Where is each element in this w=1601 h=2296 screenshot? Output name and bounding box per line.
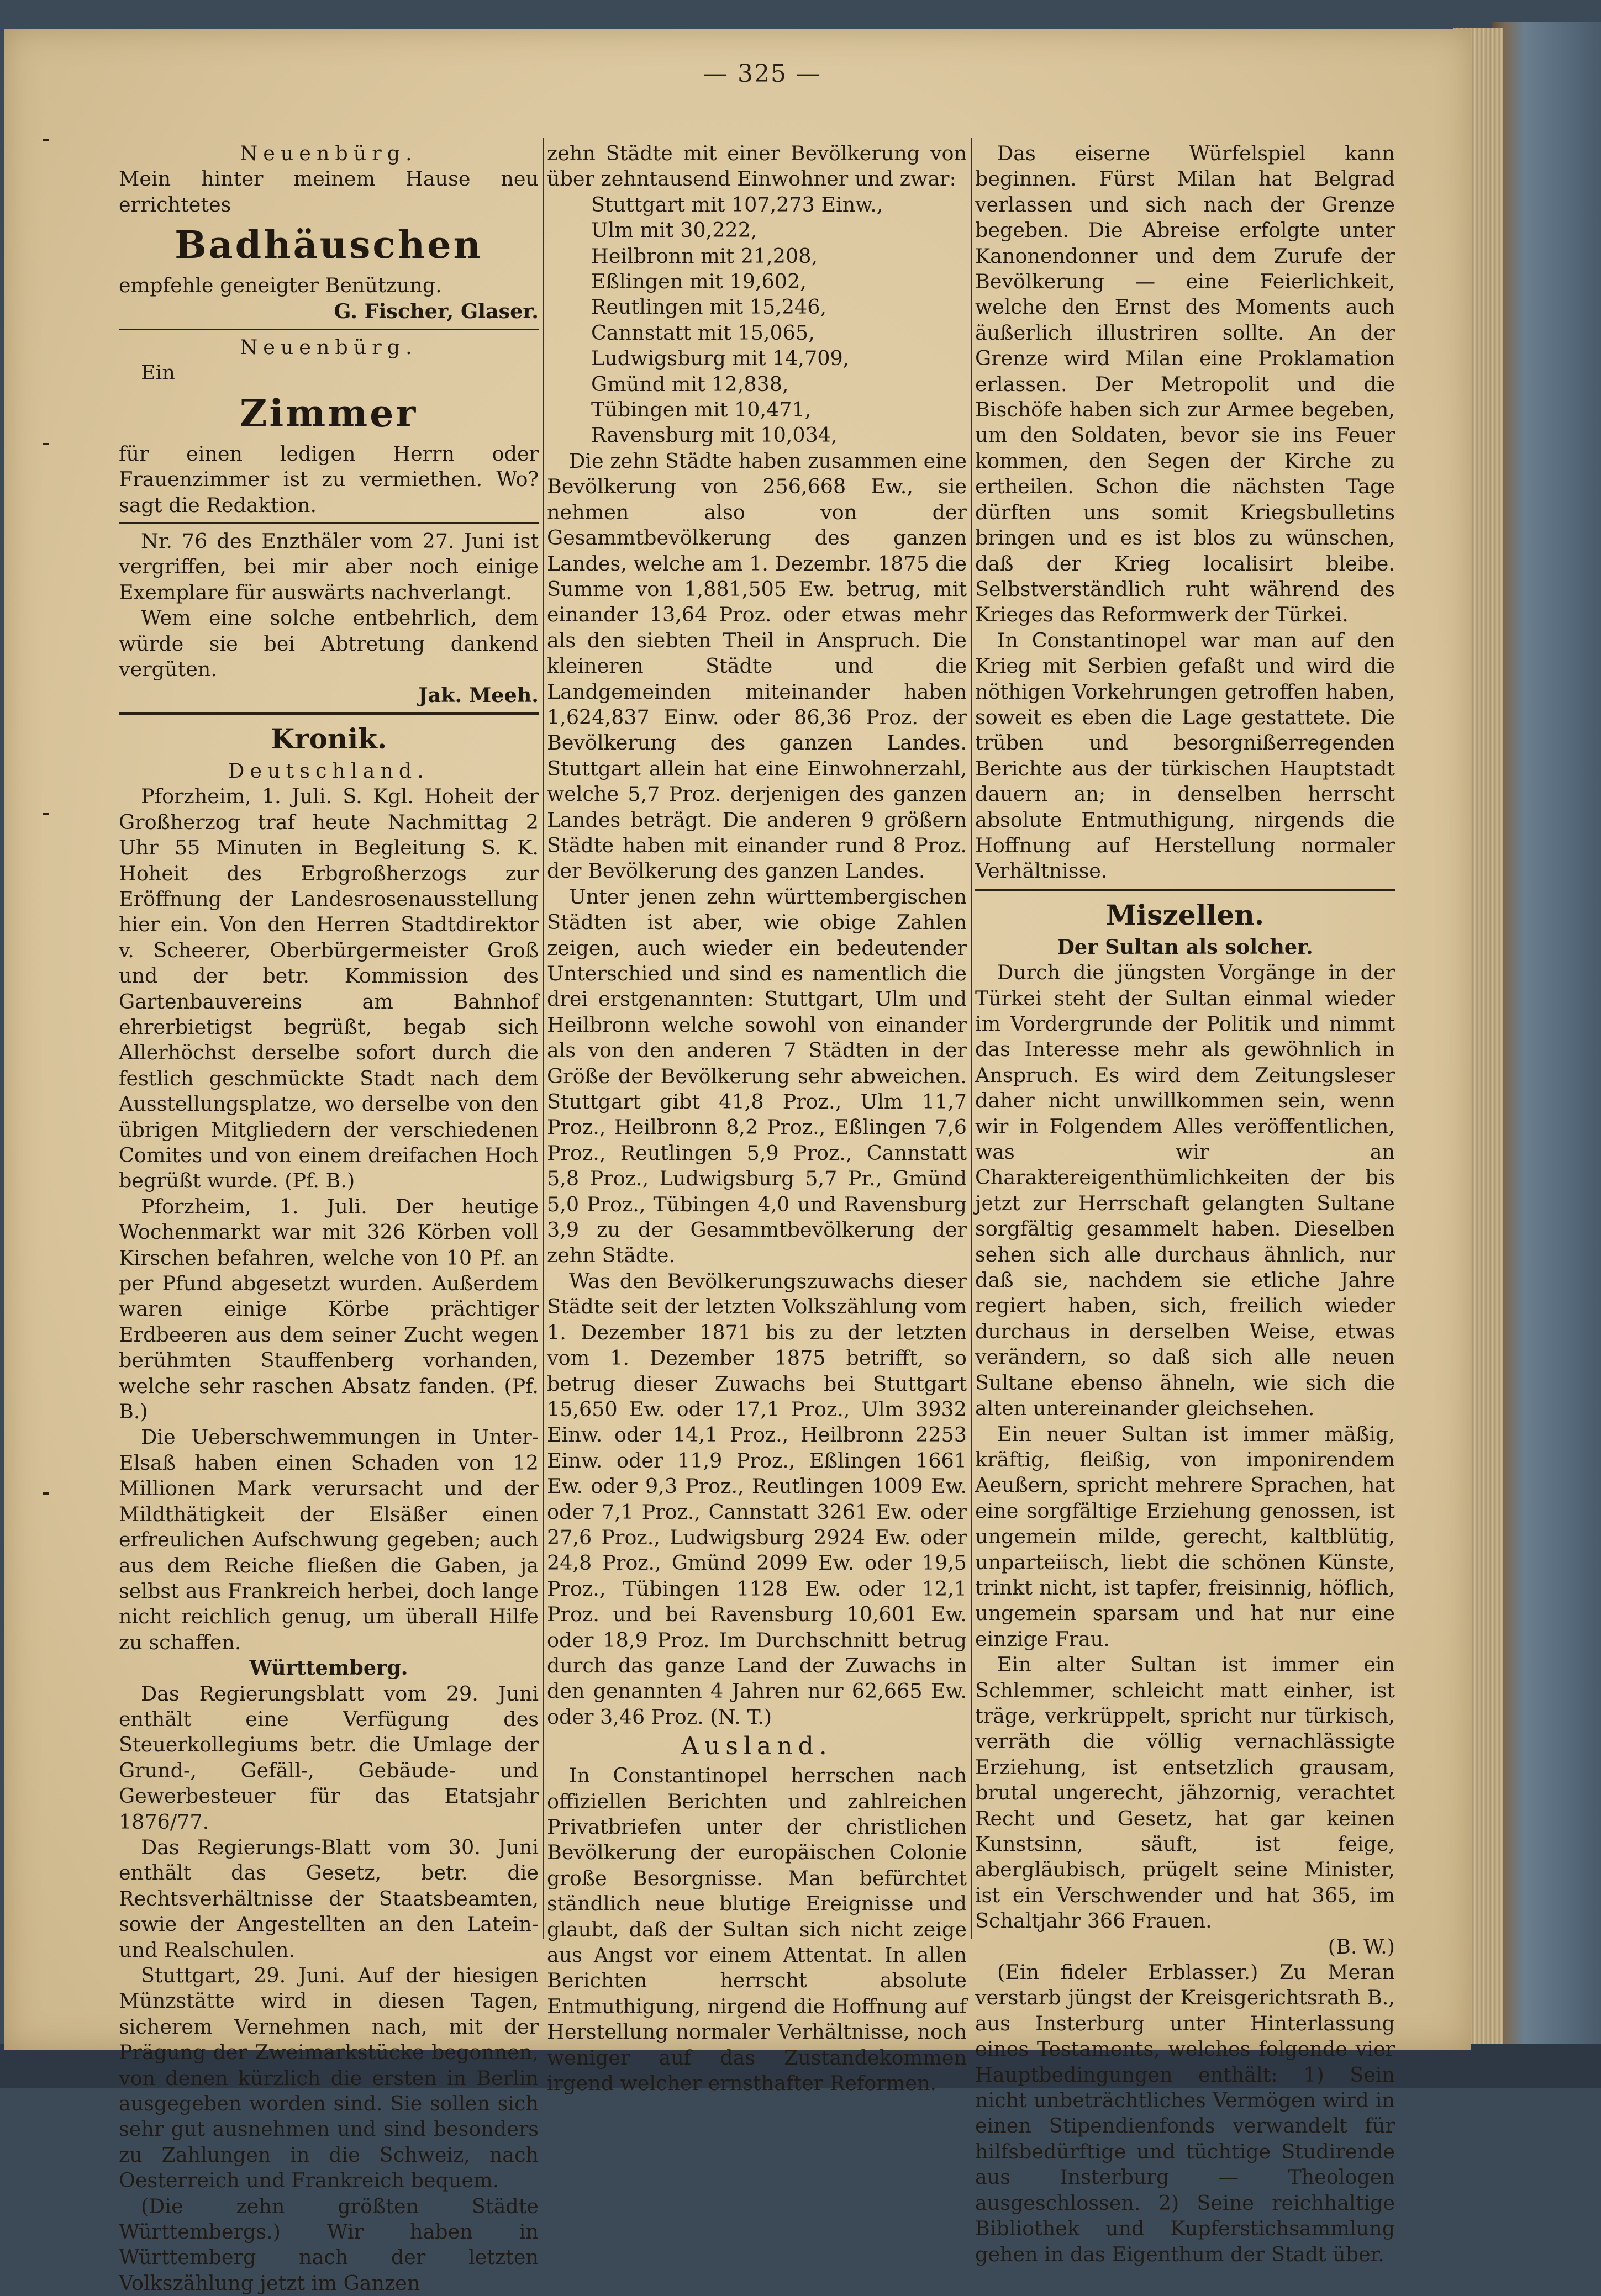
- article-paragraph: Stuttgart, 29. Juni. Auf der hiesigen Münzstätte wird in diesen Tagen, sicherem Vernehmen nach, mit der Prägung der Zweimarkstücke begonnen, von denen kürzlich die ersten in Berlin ausgegeben worden sind. Sie sollen sich sehr gut ausnehmen und sind besonders zu Zahlungen in die Schweiz, nach Oesterreich und Frankreich bequem.: [119, 1964, 539, 2193]
- ad-text: empfehle geneigter Benützung.: [119, 273, 442, 298]
- article-paragraph: Die Ueberschwemmungen in Unter-Elsaß haben einen Schaden von 12 Millionen Mark verursacht und der Mildthätigkeit der Elsäßer einen erfreulichen Aufschwung gegeben; auch aus dem Reiche fließen die Gaben, ja selbst aus Frankreich herbei, doch lange nicht reichlich genug, um überall Hilfe zu schaffen.: [119, 1425, 539, 1654]
- list-item: Ulm mit 30,222,: [591, 218, 757, 242]
- article-paragraph: (Ein fideler Erblasser.) Zu Meran verstarb jüngst der Kreisgerichtsrath B., aus Insterburg unter Hinterlassung eines Testaments, welches folgende vier Hauptbedingungen enthält: 1) Sein nicht unbeträchtliches Vermögen wird in einen Stipendienfonds verwandelt für hilfsbedürftige und tüchtige Studirende aus Insterburg — Theologen ausgeschlossen. 2) Seine reichhaltige Bibliothek und Kupferstichsammlung gehen in das Eigenthum der Stadt über.: [975, 1960, 1395, 2266]
- list-item: Ludwigsburg mit 14,709,: [591, 346, 850, 371]
- list-item: Heilbronn mit 21,208,: [591, 244, 818, 268]
- ad-text: Wem eine solche entbehrlich, dem würde sie bei Abtretung dankend vergüten.: [119, 606, 539, 682]
- margin-mark: [43, 443, 49, 445]
- page-number: — 325 —: [703, 60, 821, 88]
- ad-place: Neuenbürg.: [240, 141, 418, 165]
- ad-headline: Badhäuschen: [175, 223, 483, 268]
- article-title: Der Sultan als solcher.: [1057, 935, 1313, 959]
- section-heading: Kronik.: [270, 722, 387, 755]
- ad-signature: G. Fischer, Glaser.: [334, 299, 539, 323]
- margin-mark: [43, 139, 49, 141]
- ad-headline: Zimmer: [239, 391, 418, 436]
- ad-text: Nr. 76 des Enzthäler vom 27. Juni ist vergriffen, bei mir aber noch einige Exemplare für auswärts nachverlangt.: [119, 529, 539, 604]
- book-spine: [1492, 22, 1601, 2088]
- city-list: [547, 192, 967, 448]
- divider: [119, 712, 539, 715]
- section-heading: Miszellen.: [1105, 898, 1265, 931]
- column-rule: [543, 138, 544, 1939]
- article-paragraph: Pforzheim, 1. Juli. Der heutige Wochenmarkt war mit 326 Körben voll Kirschen befahren, welche von 10 Pf. an per Pfund abgesetzt wurden. Außerdem waren einige Körbe prächtiger Erdbeeren aus dem seiner Zucht wegen berühmten Stauffenberg vorhanden, welche sehr raschen Absatz fanden. (Pf. B.): [119, 1194, 539, 1424]
- source-note: (B. W.): [1328, 1934, 1395, 1959]
- article-paragraph: Das Regierungs-Blatt vom 30. Juni enthält das Gesetz, betr. die Rechtsverhältnisse der Staatsbeamten, sowie der Angestellten an den Latein- und Realschulen.: [119, 1835, 539, 1962]
- article-paragraph: Durch die jüngsten Vorgänge in der Türkei steht der Sultan einmal wieder im Vordergrunde der Politik und nimmt das Interesse mehr als gewöhnlich in Anspruch. Es wird dem Zeitungsleser daher nicht unwillkommen sein, wenn wir in Folgendem Alles veröffentlichen, was wir an Charaktereigenthümlichkeiten der bis jetzt zur Herrschaft gelangten Sultane sorgfältig gesammelt haben. Dieselben sehen sich alle durchaus ähnlich, nur daß sie, nachdem sie etliche Jahre regiert haben, sich, freilich wieder durchaus in derselben Weise, etwas verändern, so daß sich alle neuen Sultane ebenso ähneln, wie sich die alten untereinander gleichsehen.: [975, 960, 1395, 1421]
- article-paragraph: (Die zehn größten Städte Württembergs.) Wir haben in Württemberg nach der letzten Volkszählung jetzt im Ganzen: [119, 2194, 539, 2295]
- article-paragraph: Das eiserne Würfelspiel kann beginnen. Fürst Milan hat Belgrad verlassen und sich nach der Grenze begeben. Die Abreise erfolgte unter Kanonendonner und dem Zurufe der Bevölkerung — eine Feierlichkeit, welche den Ernst des Moments auch äußerlich illustriren sollte. An der Grenze wird Milan eine Proklamation erlassen. Der Metropolit und die Bischöfe haben sich zur Armee begeben, um den Soldaten, bevor sie ins Feuer kommen, den Segen der Kirche zu ertheilen. Schon die nächsten Tage dürften uns somit Kriegsbulletins bringen und es ist blos zu wünschen, daß der Krieg localisirt bleibe. Selbstverständlich ruht während des Krieges das Reformwerk der Türkei.: [975, 141, 1395, 627]
- ad-text: Ein: [141, 361, 175, 385]
- article-paragraph: In Constantinopel war man auf den Krieg mit Serbien gefaßt und wird die nöthigen Vorkehrungen getroffen haben, soweit es eben die Lage gestattete. Die trüben und besorgnißerregenden Berichte aus der türkischen Hauptstadt dauern an; in denselben herrscht absolute Entmuthigung, nirgends die Hoffnung auf Herstellung normaler Verhältnisse.: [975, 628, 1395, 883]
- article-paragraph: Unter jenen zehn württembergischen Städten ist aber, wie obige Zahlen zeigen, auch wieder ein bedeutender Unterschied und sind es namentlich die drei erstgenannten: Stuttgart, Ulm und Heilbronn welche sowohl von einander als von den anderen 7 Städten in der Größe der Bevölkerung sehr abweichen. Stuttgart gibt 41,8 Proz., Ulm 11,7 Proz., Heilbronn 8,2 Proz., Eßlingen 7,6 Proz., Reutlingen 5,9 Proz., Cannstatt 5,8 Proz., Ludwigsburg 5,7 Pr., Gmünd 5,0 Proz., Tübingen 4,0 und Ravensburg 3,9 zu der Gesammtbevölkerung der zehn Städte.: [547, 884, 967, 1268]
- ad-text: für einen ledigen Herrn oder Frauenzimmer ist zu vermiethen. Wo? sagt die Redaktion.: [119, 441, 539, 517]
- ad-place: Neuenbürg.: [240, 335, 418, 360]
- list-item: Cannstatt mit 15,065,: [591, 320, 815, 345]
- column-rule: [971, 138, 972, 1939]
- column-2: [547, 141, 967, 2096]
- divider: [975, 889, 1395, 891]
- article-paragraph: Was den Bevölkerungszuwachs dieser Städte seit der letzten Volkszählung vom 1. Dezember 1871 bis zu der letzten vom 1. Dezember 1875 betrifft, so betrug dieser Zuwachs bei Stuttgart 15,650 Ew. oder 17,1 Proz., Ulm 3932 Einw. oder 14,1 Proz., Heilbronn 2253 Einw. oder 11,9 Proz., Eßlingen 1661 Ew. oder 9,3 Proz., Reutlingen 1009 Ew. oder 7,1 Proz., Cannstatt 3261 Ew. oder 27,6 Proz., Ludwigsburg 2924 Ew. oder 24,8 Proz., Gmünd 2099 Ew. oder 19,5 Proz., Tübingen 1128 Ew. oder 12,1 Proz. und bei Ravensburg 10,601 Ew. oder 18,9 Proz. Im Durchschnitt betrug durch das ganze Land der Zuwachs in den genannten 4 Jahren nur 62,665 Ew. oder 3,46 Proz. (N. T.): [547, 1269, 967, 1729]
- list-item: Stuttgart mit 107,273 Einw.,: [591, 192, 883, 217]
- column-1: [119, 141, 539, 2296]
- margin-mark: [43, 813, 49, 815]
- section-subheading: Württemberg.: [249, 1656, 408, 1680]
- ad-signature: Jak. Meeh.: [418, 683, 539, 707]
- article-paragraph: In Constantinopel herrschen nach offiziellen Berichten und zahlreichen Privatbriefen unter der christlichen Bevölkerung der europäischen Colonie große Besorgnisse. Man befürchtet ständlich neue blutige Ereignisse und glaubt, daß der Sultan sich nicht zeige aus Angst vor einem Attentat. In allen Berichten herrscht absolute Entmuthigung, nirgend die Hoffnung auf Herstellung normaler Verhältnisse, noch weniger auf das Zustandekommen irgend welcher ernsthafter Reformen.: [547, 1764, 967, 2096]
- column-3: [975, 141, 1395, 2267]
- article-paragraph: Die zehn Städte haben zusammen eine Bevölkerung von 256,668 Ew., sie nehmen also von der Gesammtbevölkerung des ganzen Landes, welche am 1. Dezembr. 1875 die Summe von 1,881,505 Ew. betrug, mit einander 13,64 Proz. oder etwas mehr als den siebten Theil in Anspruch. Die kleineren Städte und die Landgemeinden miteinander haben 1,624,837 Einw. oder 86,36 Proz. der Bevölkerung des ganzen Landes. Stuttgart allein hat eine Einwohnerzahl, welche 5,7 Proz. derjenigen des ganzen Landes beträgt. Die anderen 9 größern Städte haben mit einander rund 8 Proz. der Bevölkerung des ganzen Landes.: [547, 448, 967, 883]
- section-subheading: Deutschland.: [228, 758, 429, 783]
- article-paragraph: zehn Städte mit einer Bevölkerung von über zehntausend Einwohner und zwar:: [547, 141, 967, 191]
- list-item: Reutlingen mit 15,246,: [591, 295, 827, 319]
- list-item: Eßlingen mit 19,602,: [591, 270, 807, 294]
- article-paragraph: Das Regierungsblatt vom 29. Juni enthält eine Verfügung des Steuerkollegiums betr. die Umlage der Grund-, Gefäll-, Gebäude- und Gewerbesteuer für das Etatsjahr 1876/77.: [119, 1681, 539, 1834]
- list-item: Gmünd mit 12,838,: [591, 372, 789, 396]
- ad-text: Mein hinter meinem Hause neu errichtetes: [119, 167, 539, 217]
- article-paragraph: Pforzheim, 1. Juli. S. Kgl. Hoheit der Großherzog traf heute Nachmittag 2 Uhr 55 Minuten in Begleitung S. K. Hoheit des Erbgroßherzogs zur Eröffnung der Landesrosenausstellung hier ein. Von den Herren Stadtdirektor v. Scheerer, Oberbürgermeister Groß und der betr. Kommission des Gartenbauvereins am Bahnhof ehrerbietigst begrüßt, begab sich Allerhöchst derselbe sofort durch die festlich geschmückte Stadt nach dem Ausstellungsplatze, wo derselbe von den übrigen Mitgliedern der verschiedenen Comites und von einem dreifachen Hoch begrüßt wurde. (Pf. B.): [119, 784, 539, 1193]
- list-item: Ravensburg mit 10,034,: [591, 423, 838, 447]
- section-subheading: Ausland.: [681, 1732, 833, 1761]
- margin-mark: [43, 1492, 49, 1495]
- article-paragraph: Ein neuer Sultan ist immer mäßig, kräftig, fleißig, von imponirendem Aeußern, spricht mehrere Sprachen, hat eine sorgfältige Erziehung genossen, ist ungemein milde, gerecht, kaltblütig, unparteiisch, liebt die schönen Künste, trinkt nicht, ist tapfer, freisinnig, höflich, ungemein sparsam und hat nur eine einzige Frau.: [975, 1422, 1395, 1651]
- divider: [119, 522, 539, 524]
- list-item: Tübingen mit 10,471,: [591, 398, 812, 422]
- divider: [119, 329, 539, 330]
- article-paragraph: Ein alter Sultan ist immer ein Schlemmer, schleicht matt einher, ist träge, verkrüppelt, spricht nur türkisch, verräth die völlig vernachlässigte Erziehung, ist entsetzlich grausam, brutal ungerecht, jähzornig, verachtet Recht und Gesetz, hat gar keinen Kunstsinn, säuft, ist feige, abergläubisch, prügelt seine Minister, ist ein Verschwender und hat 365, im Schaltjahr 366 Frauen.: [975, 1653, 1395, 1933]
